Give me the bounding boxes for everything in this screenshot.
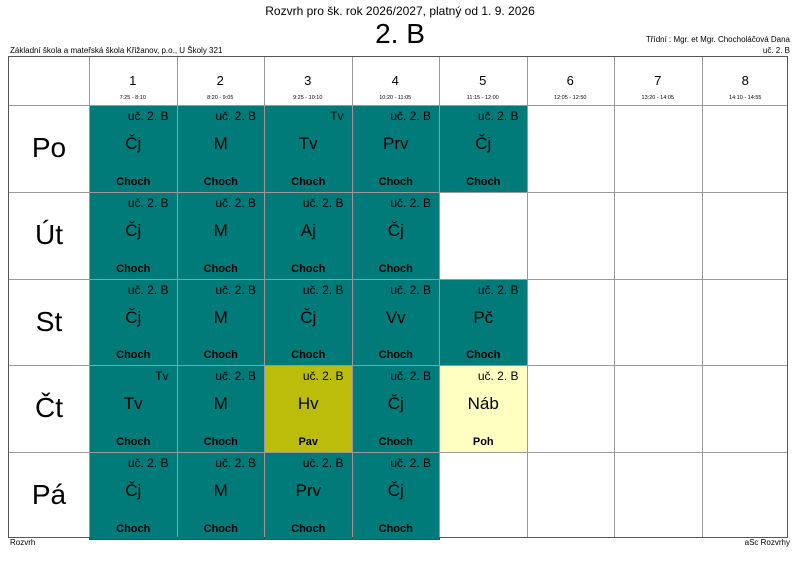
lesson-subject: Aj: [300, 220, 316, 240]
lesson-cell[interactable]: [89, 279, 178, 367]
lesson-cell[interactable]: [352, 192, 441, 280]
lesson-subject: M: [213, 307, 228, 327]
period-number: 1: [129, 73, 137, 88]
period-time: 12:05 - 12:50: [554, 95, 587, 101]
lesson-teacher: Choch: [466, 175, 501, 188]
lesson-cell[interactable]: [177, 452, 266, 540]
lesson-subject: Čj: [125, 481, 142, 501]
period-time: 10:20 - 11:05: [379, 95, 412, 101]
lesson-teacher: Choch: [203, 522, 238, 535]
lesson-room: uč. 2. B: [127, 456, 169, 471]
lesson-subject: Čj: [125, 220, 142, 240]
lesson-subject: Čj: [300, 307, 317, 327]
period-time: 9:25 - 10:10: [293, 95, 323, 101]
lesson-teacher: Choch: [378, 522, 413, 535]
lesson-subject: Prv: [383, 134, 409, 153]
period-time: 8:20 - 9:05: [207, 95, 234, 101]
day-label: Pá: [31, 479, 67, 511]
period-time: 11:15 - 12:00: [466, 95, 499, 101]
lesson-cell[interactable]: [352, 365, 441, 453]
period-number: 2: [216, 73, 224, 88]
period-header: [352, 57, 440, 105]
lesson-teacher: Choch: [378, 349, 413, 362]
lesson-subject: Tv: [298, 134, 318, 153]
lesson-teacher: Choch: [116, 349, 151, 362]
grid-divider: [9, 365, 787, 366]
lesson-room: Tv: [155, 369, 169, 384]
lesson-subject: M: [213, 220, 228, 240]
period-number: 8: [741, 73, 749, 88]
lesson-subject: Hv: [297, 394, 319, 414]
period-number: 6: [566, 73, 574, 88]
lesson-teacher: Choch: [203, 349, 238, 362]
lesson-cell[interactable]: [177, 192, 266, 280]
lesson-teacher: Choch: [116, 436, 151, 449]
lesson-room: uč. 2. B: [215, 369, 256, 384]
lesson-cell[interactable]: [264, 452, 353, 540]
grid-divider: [9, 192, 787, 193]
lesson-room: uč. 2. B: [302, 195, 344, 210]
grid-divider: [264, 57, 265, 537]
lesson-room: Tv: [330, 109, 344, 123]
lesson-cell[interactable]: [89, 365, 178, 453]
lesson-teacher: Choch: [116, 262, 151, 275]
lesson-room: uč. 2. B: [477, 369, 519, 384]
lesson-cell[interactable]: [439, 105, 528, 193]
school-name: Základní škola a mateřská škola Křižanov, p.o., U Školy 321: [10, 46, 223, 55]
lesson-teacher: Pav: [298, 436, 319, 449]
lesson-cell[interactable]: [439, 365, 528, 453]
grid-divider: [9, 452, 787, 453]
lesson-room: uč. 2. B: [302, 369, 344, 384]
lesson-room: uč. 2. B: [127, 282, 169, 297]
day-label: St: [35, 305, 63, 337]
lesson-cell[interactable]: [264, 192, 353, 280]
lesson-teacher: Choch: [378, 175, 413, 188]
lesson-room: uč. 2. B: [302, 456, 344, 471]
grid-divider: [9, 279, 787, 280]
page-title: Rozvrh pro šk. rok 2026/2027, platný od 1. 9. 2026: [265, 4, 535, 18]
lesson-teacher: Choch: [291, 522, 326, 535]
period-time: 14:10 - 14:55: [729, 95, 762, 101]
lesson-subject: Čj: [387, 220, 404, 240]
period-header: [264, 57, 352, 105]
lesson-teacher: Choch: [466, 349, 501, 362]
lesson-subject: Pč: [473, 307, 494, 327]
period-header: [614, 57, 702, 105]
period-number: 7: [654, 73, 662, 88]
grid-divider: [614, 57, 615, 537]
day-label: Po: [31, 132, 67, 163]
timetable-grid: [8, 56, 788, 538]
footer-left-label: Rozvrh: [10, 538, 36, 547]
lesson-cell[interactable]: [352, 105, 441, 193]
lesson-room: uč. 2. B: [215, 109, 256, 123]
lesson-cell[interactable]: [439, 279, 528, 367]
lesson-teacher: Poh: [472, 436, 494, 449]
lesson-subject: Čj: [125, 134, 142, 153]
lesson-teacher: Choch: [291, 349, 326, 362]
lesson-subject: M: [213, 481, 228, 501]
lesson-cell[interactable]: [177, 279, 266, 367]
lesson-room: uč. 2. B: [215, 282, 256, 297]
period-header: [702, 57, 790, 105]
lesson-room: uč. 2. B: [477, 282, 519, 297]
period-number: 3: [304, 73, 312, 88]
lesson-subject: M: [213, 394, 228, 414]
grid-divider: [177, 57, 178, 537]
grid-divider: [527, 57, 528, 537]
lesson-teacher: Choch: [203, 436, 238, 449]
lesson-subject: Čj: [475, 134, 492, 153]
lesson-room: uč. 2. B: [215, 456, 256, 471]
lesson-room: uč. 2. B: [390, 369, 431, 384]
lesson-cell[interactable]: [177, 365, 266, 453]
lesson-cell[interactable]: [89, 105, 178, 193]
lesson-subject: M: [213, 134, 228, 153]
lesson-subject: Tv: [123, 394, 143, 414]
class-room: uč. 2. B: [762, 46, 790, 55]
grid-divider: [89, 57, 90, 537]
lesson-teacher: Choch: [378, 436, 413, 449]
grid-divider: [9, 105, 787, 106]
lesson-room: uč. 2. B: [390, 456, 431, 471]
lesson-subject: Vv: [385, 307, 406, 327]
period-number: 4: [391, 73, 399, 88]
lesson-room: uč. 2. B: [390, 109, 431, 123]
lesson-cell[interactable]: [89, 192, 178, 280]
lesson-subject: Prv: [295, 481, 321, 501]
lesson-cell[interactable]: [177, 105, 266, 193]
period-header: [177, 57, 265, 105]
lesson-teacher: Choch: [291, 262, 326, 275]
footer-right-label: aSc Rozvrhy: [744, 538, 790, 547]
period-time: 7:25 - 8:10: [119, 95, 146, 101]
lesson-room: uč. 2. B: [127, 195, 169, 210]
lesson-room: uč. 2. B: [215, 195, 256, 210]
lesson-cell[interactable]: [89, 452, 178, 540]
lesson-room: uč. 2. B: [390, 195, 431, 210]
lesson-teacher: Choch: [116, 175, 151, 188]
lesson-room: uč. 2. B: [477, 109, 519, 123]
lesson-subject: Náb: [467, 394, 499, 414]
class-name: 2. B: [375, 18, 425, 49]
lesson-cell[interactable]: [352, 279, 441, 367]
lesson-subject: Čj: [387, 394, 404, 414]
period-time: 13:20 - 14:05: [641, 95, 674, 101]
period-header: [527, 57, 615, 105]
lesson-cell[interactable]: [352, 452, 441, 540]
lesson-teacher: Choch: [378, 262, 413, 275]
grid-divider: [439, 57, 440, 537]
grid-divider: [352, 57, 353, 537]
lesson-cell[interactable]: [264, 105, 353, 193]
class-teacher: Třídní : Mgr. et Mgr. Chocholáčová Dana: [645, 35, 790, 44]
lesson-teacher: Choch: [203, 175, 238, 188]
day-label: Út: [35, 218, 63, 250]
day-label: Čt: [35, 392, 63, 424]
lesson-room: uč. 2. B: [390, 282, 431, 297]
lesson-room: uč. 2. B: [302, 282, 344, 297]
grid-divider: [702, 57, 703, 537]
period-header: [89, 57, 177, 105]
lesson-teacher: Choch: [291, 175, 326, 188]
lesson-cell[interactable]: [264, 279, 353, 367]
lesson-room: uč. 2. B: [127, 109, 169, 123]
lesson-cell[interactable]: [264, 365, 353, 453]
period-header: [439, 57, 527, 105]
period-number: 5: [479, 73, 487, 88]
lesson-subject: Čj: [387, 481, 404, 501]
lesson-subject: Čj: [125, 307, 142, 327]
lesson-teacher: Choch: [203, 262, 238, 275]
lesson-teacher: Choch: [116, 522, 151, 535]
